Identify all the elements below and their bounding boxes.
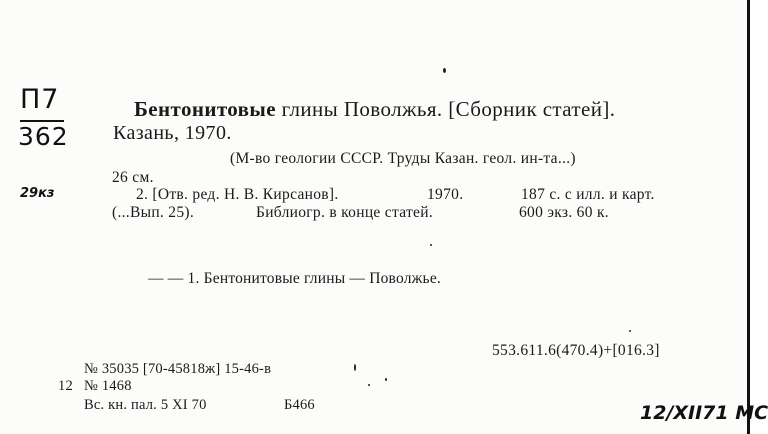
series-note: (М-во геологии СССР. Труды Казан. геол. ин-та...): [230, 150, 576, 167]
pages-line: 187 с. с илл. и карт.: [521, 186, 655, 203]
title-rest: глины Поволжья. [Сборник статей].: [281, 97, 616, 121]
scan-speck: [354, 364, 356, 371]
footer-number-line: № 35035 [70-45818ж] 15-46-в: [84, 361, 272, 377]
handwritten-date: 12/XII71 МС: [640, 402, 768, 424]
title-line: [134, 97, 615, 122]
footer-code: Б466: [284, 397, 315, 413]
year-line: 1970.: [427, 186, 464, 203]
footer-record-number: № 1468: [84, 378, 132, 394]
place-year: Казань, 1970.: [113, 122, 232, 144]
shelfmark-top: П7: [20, 84, 60, 115]
bibliography-line: Библиогр. в конце статей.: [256, 204, 434, 221]
scan-speck: [629, 330, 631, 332]
scan-speck: [368, 384, 370, 386]
subject-heading: — — 1. Бентонитовые глины — Поволжье.: [148, 270, 441, 287]
card-edge: [747, 0, 750, 434]
shelfmark-bottom: 362: [18, 122, 69, 151]
footer-prefix: 12: [58, 378, 73, 394]
scan-speck: [443, 68, 446, 73]
title-bold: Бентонитовые: [134, 97, 276, 121]
copies-price-line: 600 экз. 60 к.: [519, 204, 609, 221]
editor-line: 2. [Отв. ред. Н. В. Кирсанов].: [136, 186, 339, 203]
classification-code: 553.611.6(470.4)+[016.3]: [492, 342, 660, 359]
issue-line: (...Вып. 25).: [112, 204, 195, 221]
footer-chamber-line: Вс. кн. пал. 5 XI 70: [84, 397, 207, 413]
scan-speck: [385, 378, 387, 381]
shelfmark-note: 29кз: [20, 186, 55, 201]
size-line: 26 см.: [112, 169, 154, 186]
scan-speck: [430, 244, 432, 246]
